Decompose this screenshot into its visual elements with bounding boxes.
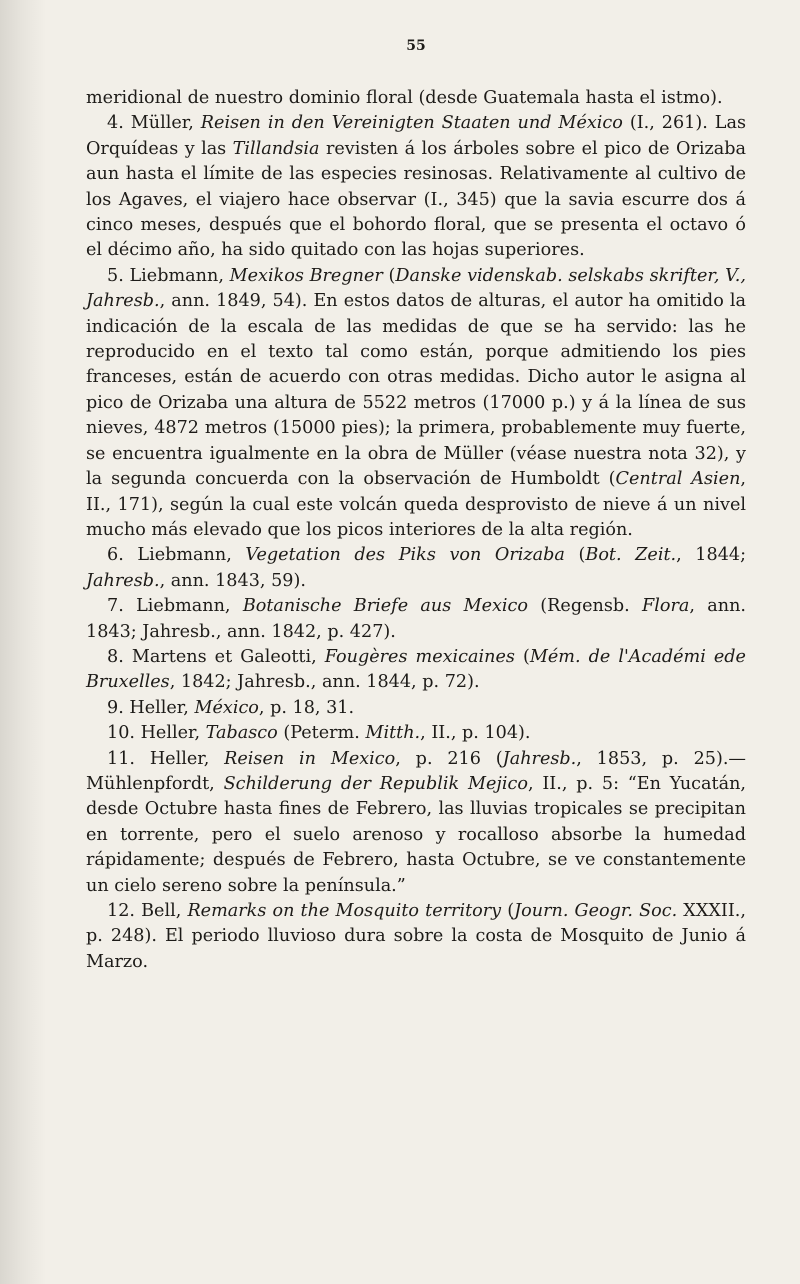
note-text: 9. Heller,: [107, 697, 195, 718]
note-italic-text: Flora: [642, 596, 690, 617]
note-italic-text: Botanische Briefe aus Mexico: [242, 596, 528, 617]
note-paragraph: [86, 543, 746, 594]
note-text: (: [382, 265, 396, 286]
note-italic-text: Tillandsia: [232, 138, 320, 159]
note-italic-text: Reisen in den Vereinigten Staaten und México: [200, 113, 623, 134]
note-italic-text: Jahresb.: [86, 570, 160, 591]
note-text: , 1842; Jahresb., ann. 1844, p. 72).: [169, 672, 480, 693]
notes-list: [86, 111, 746, 975]
note-italic-text: Schilderung der Republik Mejico: [223, 773, 528, 794]
note-paragraph: [86, 111, 746, 263]
note-paragraph: [86, 747, 746, 899]
note-text: (Regensb.: [528, 596, 643, 617]
note-text: , ann. 1849, 54). En estos datos de alturas, el autor ha omitido la indicación de la escala de las medidas de que se ha servido: las he reproducido en el texto tal como están, porque admitiendo los pies franceses, están de acuerdo con otras medidas. Dicho autor le asigna al pico de Orizaba una altura de 5522 metros (17000 p.) y á la línea de sus nieves, 4872 metros (15000 pies); la primera, probablemente muy fuerte, se encuentra igualmente en la obra de Müller (véase nuestra nota 32), y la segunda concuerda con la observación de Humboldt (: [86, 291, 746, 490]
note-text: , 1853, p. 25).— Mühlenpfordt,: [86, 748, 747, 794]
note-italic-text: Danske videnskab. selskabs skrifter, V., Jahresb.: [86, 265, 746, 312]
book-page: [86, 36, 746, 975]
note-paragraph: [86, 264, 746, 543]
note-italic-text: Journ. Geogr. Soc.: [514, 901, 678, 921]
note-text: 5. Liebmann,: [107, 265, 230, 286]
note-text: , II., p. 104).: [420, 723, 531, 744]
note-text: 7. Liebmann,: [107, 596, 243, 617]
note-text: 4. Müller,: [107, 113, 201, 134]
note-paragraph: [86, 645, 746, 696]
note-text: 11. Heller,: [107, 748, 225, 769]
note-italic-text: Remarks on the Mosquito territory: [187, 901, 502, 921]
note-italic-text: Mitth.: [365, 723, 421, 744]
note-text: 6. Liebmann,: [107, 545, 246, 566]
note-text: , ann. 1843, 59).: [159, 570, 306, 591]
note-italic-text: Central Asien: [615, 469, 741, 490]
note-text: , ann. 1843; Jahresb., ann. 1842, p. 427).: [86, 596, 747, 642]
note-text: , 1844;: [676, 545, 747, 566]
note-paragraph: [86, 696, 746, 721]
note-italic-text: Jahresb.: [502, 748, 577, 769]
note-text: 12. Bell,: [107, 901, 188, 921]
note-italic-text: Mexikos Bregner: [229, 265, 383, 286]
note-text: (: [501, 901, 515, 921]
note-italic-text: Bot. Zeit.: [585, 545, 677, 566]
note-text: , II., 171), según la cual este volcán queda desprovisto de nieve á un nivel mucho más elevado que los picos interiores de la alta región.: [86, 469, 747, 540]
page-number: 55: [406, 38, 426, 54]
note-text: XXXII., p. 248). El periodo lluvioso dura sobre la costa de Mosquito de Junio á Marzo.: [86, 901, 746, 972]
note-italic-text: Mém. de l'Académi ede Bruxelles: [86, 646, 746, 693]
note-text: , p. 216 (: [395, 748, 503, 769]
note-text: revisten á los árboles sobre el pico de Orizaba aun hasta el límite de las especies resinosas. Relativamente al cultivo de los Agaves, el viajero hace observar (I., 345) que la savia escurre dos á cinco meses, después que el bohordo floral, que se presenta el octavo ó el décimo año, ha sido quitado con las hojas superiores.: [86, 138, 746, 261]
note-paragraph: [86, 721, 746, 746]
note-text: 8. Martens et Galeotti,: [107, 646, 325, 667]
note-text: (: [564, 545, 586, 566]
note-text: (Peterm.: [277, 723, 366, 744]
note-italic-text: Reisen in Mexico: [224, 748, 396, 769]
continuation-paragraph: meridional de nuestro dominio floral (desde Guatemala hasta el istmo).: [86, 88, 723, 108]
note-text: (I., 261). Las Orquídeas y las: [86, 113, 746, 159]
note-italic-text: México: [194, 697, 259, 718]
note-text: , p. 18, 31.: [258, 697, 355, 718]
note-text: (: [514, 646, 530, 667]
note-paragraph: [86, 594, 746, 645]
note-text: , II., p. 5: “En Yucatán, desde Octubre hasta fines de Febrero, las lluvias tropicales se precipitan en torrente, pero el suelo arenoso y rocalloso absorbe la humedad rápidamente; después de Febrero, hasta Octubre, se ve constantemente un cielo sereno sobre la península.”: [86, 773, 747, 896]
note-text: 10. Heller,: [107, 723, 206, 744]
note-paragraph: [86, 899, 746, 975]
note-italic-text: Fougères mexicaines: [324, 646, 515, 667]
note-italic-text: Tabasco: [205, 723, 278, 744]
note-italic-text: Vegetation des Piks von Orizaba: [245, 545, 565, 566]
binding-shadow: [0, 0, 46, 1284]
